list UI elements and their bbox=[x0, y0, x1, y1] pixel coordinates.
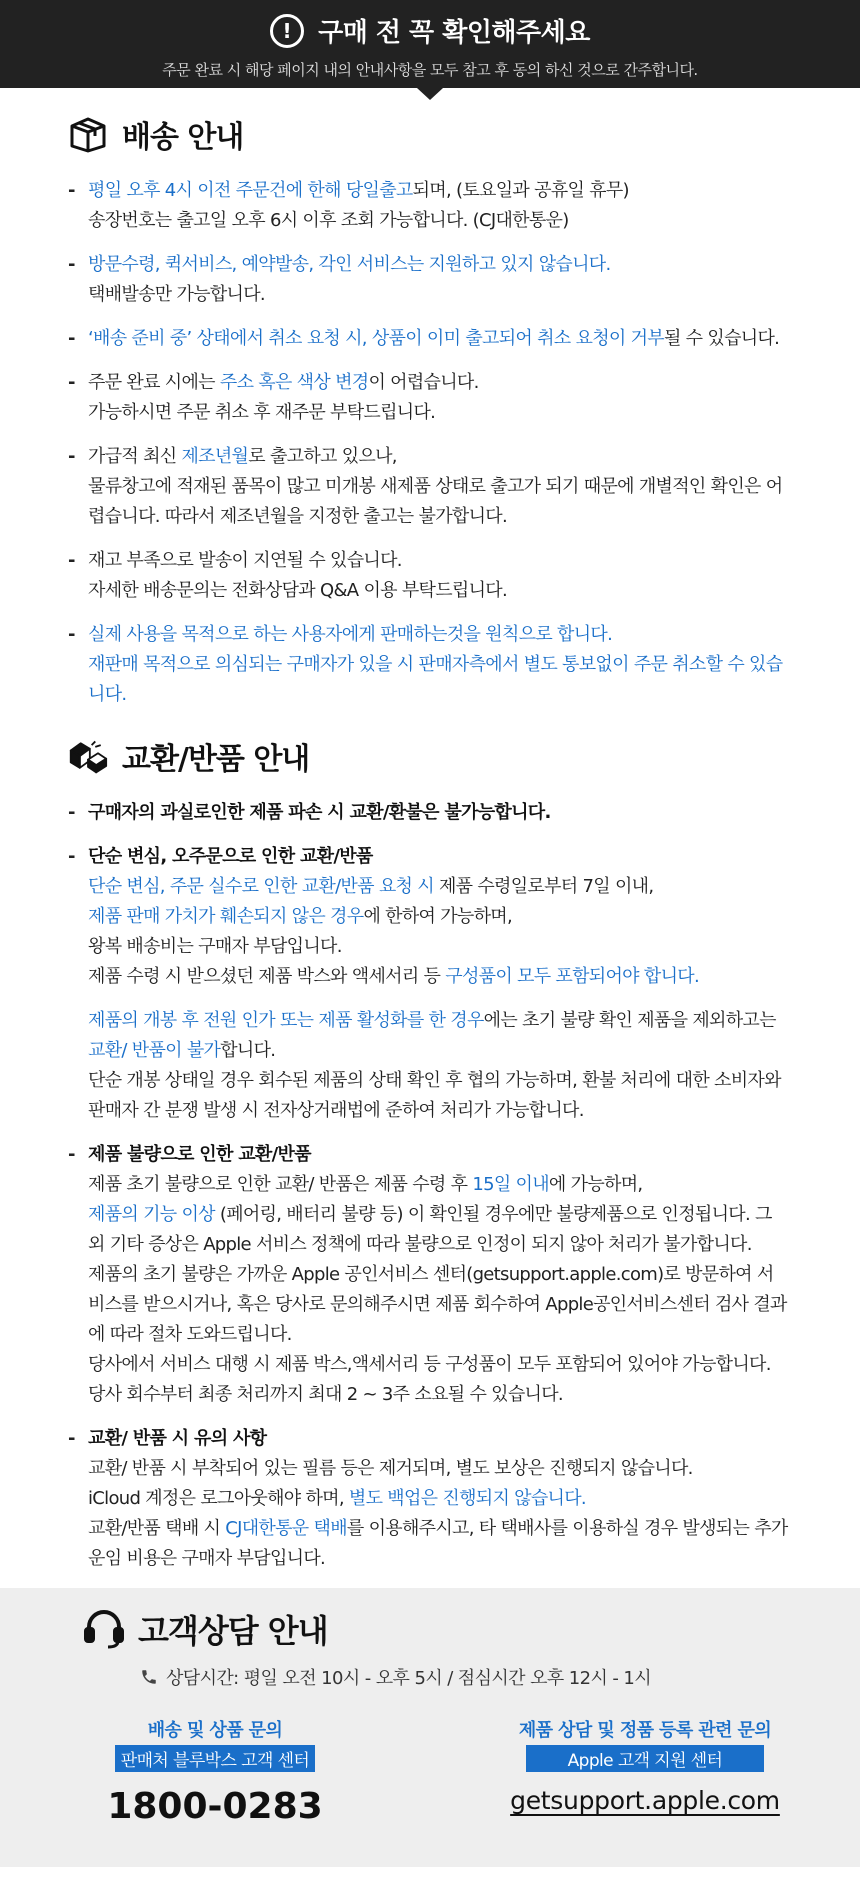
item-text: 를 이용해주시고, 타 택배사를 이용하실 경우 발생되는 추가 운임 비용은 구매자 부담입니다. bbox=[88, 1518, 788, 1569]
shipping-contact bbox=[0, 1716, 430, 1827]
highlight-text: 실제 사용을 목적으로 하는 사용자에게 판매하는것을 원칙으로 합니다. bbox=[88, 624, 613, 645]
item-text: 될 수 있습니다. bbox=[663, 328, 780, 349]
list-item bbox=[68, 368, 790, 428]
item-text: 제품의 초기 불량은 가까운 Apple 공인서비스 센터(getsupport.apple.com)로 방문하여 서비스를 받으시거나, 혹은 당사로 문의해주시면 제품 회수하여 Apple공인서비스센터 검사 결과에 따라 절차 도와드립니다. bbox=[88, 1264, 787, 1345]
item-text: 제품 수령일로부터 7일 이내, bbox=[433, 876, 654, 897]
item-text: 합니다. bbox=[220, 1040, 276, 1061]
highlight-text: 별도 백업은 진행되지 않습니다. bbox=[348, 1488, 586, 1509]
apple-support-link[interactable]: getsupport.apple.com bbox=[510, 1786, 780, 1815]
notice-banner bbox=[0, 0, 860, 88]
item-text: 에 한하여 가능하며, bbox=[363, 906, 513, 927]
highlight-text: 제품의 개봉 후 전원 인가 또는 제품 활성화를 한 경우 bbox=[88, 1010, 484, 1031]
item-text: 교환/ 반품 시 부착되어 있는 필름 등은 제거되며, 별도 보상은 진행되지 않습니다. bbox=[88, 1458, 693, 1479]
package-box-icon bbox=[68, 114, 108, 154]
highlight-text: 주소 혹은 색상 변경 bbox=[219, 372, 369, 393]
hours-text: 상담시간: 평일 오전 10시 - 오후 5시 / 점심시간 오후 12시 - 1시 bbox=[166, 1668, 652, 1689]
item-heading: 제품 불량으로 인한 교환/반품 bbox=[88, 1144, 311, 1165]
apple-center-tag: Apple 고객 지원 센터 bbox=[526, 1745, 765, 1772]
highlight-text: 제조년월 bbox=[181, 446, 249, 467]
list-item bbox=[68, 324, 790, 354]
item-text: (페어링, 배터리 불량 등) 이 확인될 경우에만 불량제품으로 인정됩니다. 그 외 기타 증상은 Apple 서비스 정책에 따라 불량으로 인정이 되지 않아 처리가 불가합니다. bbox=[88, 1204, 772, 1255]
item-text: 제품 수령 시 받으셨던 제품 박스와 액세서리 등 bbox=[88, 966, 446, 987]
phone-number[interactable]: 1800-0283 bbox=[107, 1786, 323, 1827]
shipping-section bbox=[0, 112, 860, 710]
item-text: 에는 초기 불량 확인 제품을 제외하고는 bbox=[483, 1010, 776, 1031]
phone-icon bbox=[140, 1668, 158, 1686]
exchange-header bbox=[68, 734, 790, 778]
item-text: 왕복 배송비는 구매자 부담입니다. bbox=[88, 936, 342, 957]
banner-pointer bbox=[417, 88, 443, 100]
highlight-text: 평일 오후 4시 이전 주문건에 한해 당일출고 bbox=[88, 180, 413, 201]
item-heading: 구매자의 과실로인한 제품 파손 시 교환/환불은 불가능합니다. bbox=[88, 802, 551, 823]
item-text: 되며, (토요일과 공휴일 휴무) bbox=[412, 180, 629, 201]
shipping-header bbox=[68, 112, 790, 156]
exchange-title: 교환/반품 안내 bbox=[122, 742, 310, 777]
item-text: 주문 완료 시에는 bbox=[88, 372, 220, 393]
item-text: 물류창고에 적재된 품목이 많고 미개봉 새제품 상태로 출고가 되기 때문에 개별적인 확인은 어렵습니다. 따라서 제조년월을 지정한 출고는 불가합니다. bbox=[88, 476, 783, 527]
list-item bbox=[68, 1424, 790, 1574]
list-item bbox=[68, 798, 790, 828]
list-item bbox=[68, 442, 790, 532]
list-item bbox=[68, 176, 790, 236]
item-text: 자세한 배송문의는 전화상담과 Q&A 이용 부탁드립니다. bbox=[88, 580, 507, 601]
notice-subtitle: 주문 완료 시 해당 페이지 내의 안내사항을 모두 참고 후 동의 하신 것으로 간주합니다. bbox=[162, 61, 698, 79]
shipping-list bbox=[68, 176, 790, 710]
highlight-text: 15일 이내 bbox=[472, 1174, 549, 1195]
contact-columns bbox=[0, 1716, 860, 1827]
notice-title: 구매 전 꼭 확인해주세요 bbox=[318, 18, 590, 48]
contact-header bbox=[0, 1606, 860, 1652]
item-text: 교환/반품 택배 시 bbox=[88, 1518, 226, 1539]
business-hours bbox=[0, 1664, 860, 1690]
exchange-section bbox=[0, 734, 860, 1574]
item-text: 이 어렵습니다. bbox=[368, 372, 479, 393]
list-item bbox=[68, 546, 790, 606]
item-text: 택배발송만 가능합니다. bbox=[88, 284, 265, 305]
contact-title: 고객상담 안내 bbox=[138, 1612, 328, 1650]
highlight-text: ‘배송 준비 중’ 상태에서 취소 요청 시, 상품이 이미 출고되어 취소 요청이 거부 bbox=[88, 328, 664, 349]
item-text: 당사에서 서비스 대행 시 제품 박스,액세서리 등 구성품이 모두 포함되어 있어야 가능합니다. 당사 회수부터 최종 처리까지 최대 2 ~ 3주 소요될 수 있습니다. bbox=[88, 1354, 771, 1405]
highlight-text: 교환/ 반품이 불가 bbox=[88, 1040, 221, 1061]
broken-box-icon bbox=[68, 736, 108, 776]
exchange-list bbox=[68, 798, 790, 1574]
contact-section bbox=[0, 1588, 860, 1867]
list-item bbox=[68, 620, 790, 710]
item-heading: 단순 변심, 오주문으로 인한 교환/반품 bbox=[88, 846, 373, 867]
item-text: 송장번호는 출고일 오후 6시 이후 조회 가능합니다. (CJ대한통운) bbox=[88, 210, 569, 231]
item-text: 재고 부족으로 발송이 지연될 수 있습니다. bbox=[88, 550, 402, 571]
item-text: 가능하시면 주문 취소 후 재주문 부탁드립니다. bbox=[88, 402, 436, 423]
shipping-question: 배송 및 상품 문의 bbox=[147, 1720, 283, 1741]
item-heading: 교환/ 반품 시 유의 사항 bbox=[88, 1428, 267, 1449]
item-text: 제품 초기 불량으로 인한 교환/ 반품은 제품 수령 후 bbox=[88, 1174, 473, 1195]
seller-center-tag: 판매처 블루박스 고객 센터 bbox=[115, 1745, 315, 1772]
headset-icon bbox=[82, 1607, 126, 1651]
highlight-text: 제품의 기능 이상 bbox=[88, 1204, 215, 1225]
highlight-text: 제품 판매 가치가 훼손되지 않은 경우 bbox=[88, 906, 364, 927]
item-text: 가급적 최신 bbox=[88, 446, 182, 467]
item-text: 단순 개봉 상태일 경우 회수된 제품의 상태 확인 후 협의 가능하며, 환불 처리에 대한 소비자와 판매자 간 분쟁 발생 시 전자상거래법에 준하여 처리가 가능합니다. bbox=[88, 1070, 781, 1121]
item-text: 에 가능하며, bbox=[548, 1174, 643, 1195]
apple-question: 제품 상담 및 정품 등록 관련 문의 bbox=[518, 1720, 772, 1741]
highlight-text: 방문수령, 퀵서비스, 예약발송, 각인 서비스는 지원하고 있지 않습니다. bbox=[88, 254, 611, 275]
highlight-text: 단순 변심, 주문 실수로 인한 교환/반품 요청 시 bbox=[88, 876, 434, 897]
exclamation-circle-icon: ! bbox=[270, 14, 304, 48]
apple-contact bbox=[430, 1716, 860, 1827]
list-item bbox=[68, 842, 790, 1126]
highlight-text: CJ대한통운 택배 bbox=[225, 1518, 347, 1539]
shipping-title: 배송 안내 bbox=[122, 120, 244, 155]
highlight-text: 구성품이 모두 포함되어야 합니다. bbox=[445, 966, 699, 987]
item-text: iCloud 계정은 로그아웃해야 하며, bbox=[88, 1488, 349, 1509]
list-item bbox=[68, 250, 790, 310]
highlight-text: 재판매 목적으로 의심되는 구매자가 있을 시 판매자측에서 별도 통보없이 주문 취소할 수 있습니다. bbox=[88, 654, 783, 705]
item-text: 로 출고하고 있으나, bbox=[248, 446, 397, 467]
list-item bbox=[68, 1140, 790, 1410]
